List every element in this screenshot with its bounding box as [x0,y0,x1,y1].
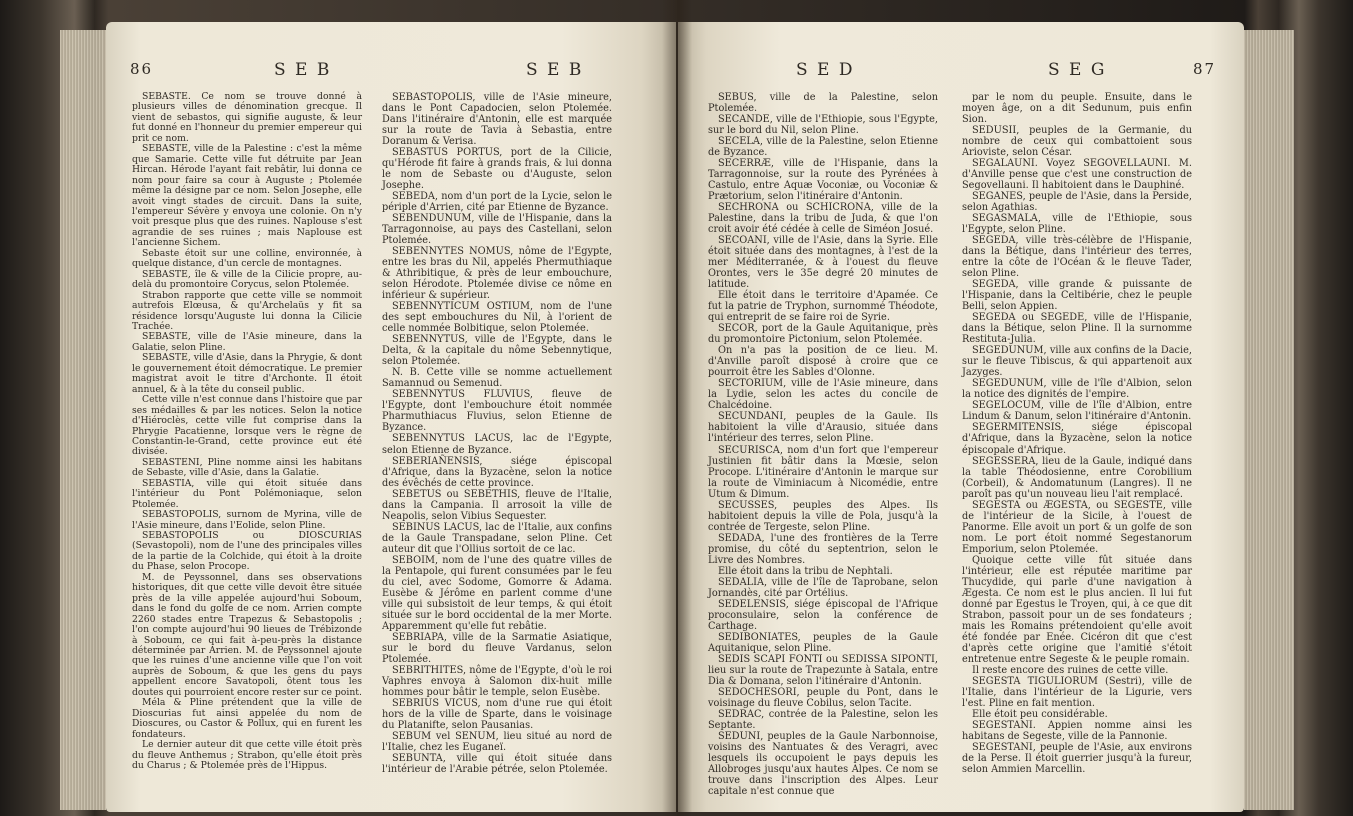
dictionary-entry: SEGEDA ou SEGEDE, ville de l'Hispanie, dans la Bétique, selon Pline. Il la surnomme Restituta-Julia. [962,312,1192,346]
dictionary-entry: SEGALAUNI. Voyez SEGOVELLAUNI. M. d'Anville pense que c'est une construction de Segovellauni. Il habitoient dans le Dauphiné. [962,158,1192,192]
dictionary-entry: M. de Peyssonnel, dans ses observations historiques, dit que cette ville devoit être située près de la ville appelée aujourd'hui Soboum, dans le fond du golfe de ce nom. Arrien compte 2260 stades entre Trapezus & Sebastopolis ; l'on compte aujourd'hui 90 lieues de Trébizonde à Soboum, ce qui fait à-peu-près la distance déterminée par Arrien. M. de Peyssonnel ajoute que les ruines d'une ancienne ville que l'on voit auprès de Soboum, & que les gens du pays appellent encore Savatopoli, ôtent tous les doutes qui pourroient encore rester sur ce point. [132,571,362,698]
dictionary-entry: SEBRIAPA, ville de la Sarmatie Asiatique, sur le bord du fleuve Vardanus, selon Ptolemée. [382,631,612,665]
dictionary-entry: SECANDE, ville de l'Ethiopie, sous l'Egypte, sur le bord du Nil, selon Pline. [708,114,938,137]
dictionary-entry: SEBINUS LACUS, lac de l'Italie, aux confins de la Gaule Transpadane, selon Pline. Cet auteur dit que l'Ollius sortoit de ce lac. [382,521,612,555]
dictionary-entry: SEBASTOPOLIS ou DIOSCURIAS (Sevastopoli), nom de l'une des principales villes de la partie de la Colchide, qui étoit à la droite du Phase, selon Procope. [132,530,362,573]
dictionary-entry: SEGESTANI. Appien nomme ainsi les habitans de Segeste, ville de la Pannonie. [962,719,1192,742]
dictionary-entry: SEBASTOPOLIS, surnom de Myrina, ville de l'Asie mineure, dans l'Eolide, selon Pline. [132,509,362,531]
dictionary-entry: Quoique cette ville fût située dans l'intérieur, elle est réputée maritime par Thucydide, qui parle d'une navigation à Ægesta. Ce nom est le plus ancien. Il lui fut donné par Egestus le Troyen, qui, à ce que dit Strabon, passoit pour un de ses fondateurs ; mais les Romains prétendoient qu'elle avoit été fondée par Enée. Cicéron dit que c'est d'après cette origine que l'amitié s'étoit entretenue entre Segeste & le peuple romain. [962,554,1192,665]
dictionary-entry: SEBERIAÑENSIS, siége épiscopal d'Afrique, dans la Byzacène, selon la notice des évêchés de cette province. [382,455,612,489]
right-headword-col1: S E D [796,60,855,80]
dictionary-entry: SEBASTE, ville de la Palestine : c'est la même que Samarie. Cette ville fut détruite par Jean Hircan. Hérode l'ayant fait rebâtir, lui donna ce nom pour faire sa cour à Auguste ; Ptolemée même la désigne par ce nom. Selon Josephe, elle avoit vingt stades de circuit. Dans la suite, l'empereur Sévère y envoya une colonie. On n'y voit presque plus que des ruines. Naplouse s'est agrandie de ses ruines ; mais Naplouse est l'ancienne Sichem. [132,143,362,249]
left-column-1 [132,92,362,771]
dictionary-entry: SEBRITHITES, nôme de l'Egypte, d'où le roi Vaphres envoya à Salomon dix-huit mille hommes pour bâtir le temple, selon Eusèbe. [382,664,612,698]
left-page-edges [60,30,106,810]
dictionary-entry: SEGESTANI, peuple de l'Asie, aux environs de la Perse. Il étoit guerrier jusqu'à la fureur, selon Ammien Marcellin. [962,741,1192,775]
dictionary-entry: SEBENNYTUS FLUVIUS, fleuve de l'Egypte, dont l'embouchure étoit nommée Pharmuthiacus Fluvius, selon Etienne de Byzance. [382,389,612,434]
right-column-1 [708,92,938,797]
dictionary-entry: SEBUNTA, ville qui étoit située dans l'intérieur de l'Arabie pétrée, selon Ptolemée. [382,752,612,775]
dictionary-entry: SECOANI, ville de l'Asie, dans la Syrie. Elle étoit située dans des montagnes, à l'est de la mer Méditerranée, & à l'ouest du fleuve Orontes, vers le 35e degré 20 minutes de latitude. [708,235,938,291]
dictionary-entry: N. B. Cette ville se nomme actuellement Samannud ou Semenud. [382,367,612,390]
dictionary-entry: SECURISCA, nom d'un fort que l'empereur Justinien fit bâtir dans la Mœsie, selon Procope. L'itinéraire d'Antonin le marque sur la route de Viminiacum à Nicomédie, entre Utum & Dimum. [708,444,938,500]
dictionary-entry: On n'a pas la position de ce lieu. M. d'Anville paroît disposé à croire que ce pourroit être les Sables d'Olonne. [708,345,938,379]
dictionary-entry: SEBENNYTICUM OSTIUM, nom de l'une des sept embouchures du Nil, à l'orient de celle nommée Bolbitique, selon Ptolemée. [382,301,612,335]
dictionary-entry: SEBASTE, île & ville de la Cilicie propre, au-delà du promontoire Corycus, selon Ptolemée. [132,268,362,291]
dictionary-entry: Il reste encore des ruines de cette ville. [972,664,1169,676]
dictionary-entry: SEBASTOPOLIS, ville de l'Asie mineure, dans le Pont Capadocien, selon Ptolemée. Dans l'itinéraire d'Antonin, elle est marquée sur la route de Tavia à Sebastia, entre Doranum & Verisa. [382,92,612,148]
dictionary-entry: SEBOIM, nom de l'une des quatre villes de la Pentapole, qui furent consumées par le feu du ciel, avec Sodome, Gomorre & Adama. Eusèbe & Jérôme en parlent comme d'une ville qui subsistoit de leur temps, & qui étoit située sur le bord occidental de la mer Morte. Apparemment qu'elle fut rebâtie. [382,554,612,632]
book-gutter [662,0,692,816]
left-headword-col1: S E B [274,60,332,80]
right-headword-col2: S E G [1048,60,1107,80]
right-page [678,22,1244,812]
dictionary-entry: SEDOCHESORI, peuple du Pont, dans le voisinage du fleuve Cobilus, selon Tacite. [708,686,938,709]
dictionary-entry: SEBASTE. Ce nom se trouve donné à plusieurs villes de dénomination grecque. Il vient de sebastos, qui signifie auguste, & leur fut donné en l'honneur du premier empereur qui prit ce nom. [132,91,362,144]
dictionary-entry: SEBUS, ville de la Palestine, selon Ptolemée. [708,92,938,115]
dictionary-entry: SEDRAC, contrée de la Palestine, selon les Septante. [708,708,938,731]
dictionary-entry: SEBENNYTUS LACUS, lac de l'Egypte, selon Etienne de Byzance. [382,433,612,456]
dictionary-entry: SEGERMITENSIS, siége épiscopal d'Afrique, dans la Byzacène, selon la notice épiscopale d'Afrique. [962,422,1192,456]
dictionary-entry: SECOR, port de la Gaule Aquitanique, près du promontoire Pictonium, selon Ptolemée. [708,323,938,346]
dictionary-entry: SEBASTIA, ville qui étoit située dans l'intérieur du Pont Polémoniaque, selon Ptolemée. [132,477,362,510]
dictionary-entry: Elle étoit dans le territoire d'Apamée. Ce fut la patrie de Tryphon, surnommé Théodote, qui entreprit de se faire roi de Syrie. [708,290,938,324]
dictionary-entry: SEGEDUNUM, ville aux confins de la Dacie, sur le fleuve Tibiscus, & qui appartenoit aux Jazyges. [962,345,1192,379]
dictionary-entry: SEBEDA, nom d'un port de la Lycie, selon le périple d'Arrien, cité par Etienne de Byzance. [382,191,612,214]
dictionary-entry: Elle étoit peu considérable. [972,708,1108,720]
right-page-edges [1244,30,1294,810]
dictionary-entry: SEDUNI, peuples de la Gaule Narbonnoise, voisins des Nantuates & des Veragri, avec lesquels ils occupoient le pays depuis les Allobroges jusqu'aux hautes Alpes. Ce nom se trouve dans l'inscription des Alpes. Leur capitale n'est connue que [708,730,938,797]
right-running-head [678,60,1244,84]
dictionary-entry: SEDIS SCAPI FONTI ou SEDISSA SIPONTI, lieu sur la route de Trapezunte à Satala, entre Dia & Domana, selon l'itinéraire d'Antonin. [708,653,938,687]
dictionary-entry: SEBASTENI, Pline nomme ainsi les habitans de Sebaste, ville d'Asie, dans la Galatie. [132,456,362,479]
dictionary-entry: SEBENDUNUM, ville de l'Hispanie, dans la Tarragonnoise, au pays des Castellani, selon Ptolemée. [382,213,612,247]
dictionary-entry: SEGESTA ou ÆGESTA, ou SEGESTE, ville de l'intérieur de la Sicile, à l'ouest de Panorme. Elle avoit un port & un golfe de son nom. Le port étoit nommé Segestanorum Emporium, selon Ptolemée. [962,499,1192,555]
left-page-number: 86 [130,60,154,78]
dictionary-entry: SEDIBONIATES, peuples de la Gaule Aquitanique, selon Pline. [708,631,938,654]
dictionary-entry: SECUSSES, peuples des Alpes. Ils habitoient depuis la ville de Pola, jusqu'à la contrée de Tergeste, selon Pline. [708,499,938,533]
dictionary-entry: SEGANES, peuple de l'Asie, dans la Perside, selon Agathias. [962,191,1192,214]
dictionary-entry: par le nom du peuple. Ensuite, dans le moyen âge, on a dit Sedunum, puis enfin Sion. [962,92,1192,126]
right-column-2 [962,92,1192,775]
dictionary-entry: SECUNDANI, peuples de la Gaule. Ils habitoient la ville d'Arausio, située dans l'intérieur des terres, selon Pline. [708,411,938,445]
left-headword-col2: S E B [526,60,584,80]
dictionary-entry: SEGASMALA, ville de l'Ethiopie, sous l'Egypte, selon Pline. [962,213,1192,236]
dictionary-entry: Strabon rapporte que cette ville se nommoit autrefois Elœusa, & qu'Archelaüs y fit sa résidence lorsqu'Auguste lui donna la Cilicie Trachée. [132,289,362,332]
dictionary-entry: SEGESTA TIGULIORUM (Sestri), ville de l'Italie, dans l'intérieur de la Ligurie, vers l'est. Pline en fait mention. [962,675,1192,709]
dictionary-entry: Méla & Pline prétendent que la ville de Dioscurias fut ainsi appelée du nom de Dioscures, ou Castor & Pollux, qui en furent les fondateurs. [132,697,362,740]
left-page [106,22,676,812]
dictionary-entry: SEGELOCUM, ville de l'île d'Albion, entre Lindum & Danum, selon l'itinéraire d'Antonin. [962,400,1192,423]
dictionary-entry: Le dernier auteur dit que cette ville étoit près du fleuve Anthemus ; Strabon, qu'elle étoit près du Charus ; & Ptolemée près de l'Hippus. [132,739,362,771]
dictionary-entry: SEBENNYTES NOMUS, nôme de l'Egypte, entre les bras du Nil, appelés Phermuthiaque & Athribitique, & près de leur embouchure, selon Hérodote. Ptolemée divise ce nôme en inférieur & supérieur. [382,246,612,302]
dictionary-entry: SECELA, ville de la Palestine, selon Etienne de Byzance. [708,136,938,159]
dictionary-entry: SEBUM vel SENUM, lieu situé au nord de l'Italie, chez les Euganeï. [382,730,612,753]
dictionary-entry: SEGEDA, ville grande & puissante de l'Hispanie, dans la Celtibérie, chez le peuple Belli, selon Appien. [962,279,1192,313]
dictionary-entry: SEBETUS ou SEBETHIS, fleuve de l'Italie, dans la Campania. Il arrosoit la ville de Neapolis, selon Vibius Sequester. [382,488,612,522]
dictionary-entry: SEDADA, l'une des frontières de la Terre promise, du côté du septentrion, selon le Livre des Nombres. [708,532,938,566]
dictionary-entry: Elle étoit dans la tribu de Nephtali. [718,565,893,577]
dictionary-entry: SEGEDUNUM, ville de l'île d'Albion, selon la notice des dignités de l'empire. [962,378,1192,401]
dictionary-entry: SECTORIUM, ville de l'Asie mineure, dans la Lydie, selon les actes du concile de Chalcédoine. [708,378,938,412]
dictionary-entry: SECHRONA ou SCHICRONA, ville de la Palestine, dans la tribu de Juda, & que l'on croit avoir été cédée à celle de Siméon Josué. [708,202,938,236]
dictionary-entry: Sebaste étoit sur une colline, environnée, à quelque distance, d'un cercle de montagnes. [132,247,362,270]
dictionary-entry: SEBASTE, ville d'Asie, dans la Phrygie, & dont le gouvernement étoit démocratique. Le premier magistrat avoit le titre d'Archonte. Il étoit annuel, & à la tête du conseil public. [132,352,362,395]
dictionary-entry: SEGEDA, ville très-célèbre de l'Hispanie, dans la Bétique, dans l'intérieur des terres, entre la côte de l'Océan & le fleuve Tader, selon Pline. [962,235,1192,280]
dictionary-entry: SEDUSII, peuples de la Germanie, du nombre de ceux qui combattoient sous Arioviste, selon César. [962,125,1192,159]
dictionary-entry: SEBRIUS VICUS, nom d'une rue qui étoit hors de la ville de Sparte, dans le voisinage du Platanifte, selon Pausanias. [382,697,612,731]
left-running-head [106,60,676,84]
dictionary-entry: SECERRÆ, ville de l'Hispanie, dans la Tarragonnoise, sur la route des Pyrénées à Castulo, entre Aquæ Voconiæ, ou Voconiæ & Prætorium, selon l'itinéraire d'Antonin. [708,158,938,203]
dictionary-entry: Cette ville n'est connue dans l'histoire que par ses médailles & par les notices. Selon la notice d'Hiéroclès, cette ville fut comprise dans la Phrygie Pacatienne, lorsque vers le règne de Constantin-le-Grand, cette province eut été divisée. [132,394,362,458]
dictionary-entry: SEBENNYTUS, ville de l'Egypte, dans le Delta, & la capitale du nôme Sebennytique, selon Ptolemée. [382,334,612,368]
dictionary-entry: SEBASTE, ville de l'Asie mineure, dans la Galatie, selon Pline. [132,331,362,353]
dictionary-entry: SEDELENSIS, siége épiscopal de l'Afrique proconsulaire, selon la conférence de Carthage. [708,598,938,632]
dictionary-entry: SEBASTUS PORTUS, port de la Cilicie, qu'Hérode fit faire à grands frais, & lui donna le nom de Sebaste ou d'Auguste, selon Josephe. [382,147,612,192]
dictionary-entry: SEGESSERA, lieu de la Gaule, indiqué dans la table Théodosienne, entre Corobilium (Corbeil), & Andomatunum (Langres). Il ne paroît pas qu'un nouveau lieu l'ait remplacé. [962,455,1192,500]
dictionary-entry: SEDALIA, ville de l'île de Taprobane, selon Jornandès, cité par Ortélius. [708,576,938,599]
right-page-number: 87 [1193,60,1217,78]
left-column-2 [382,92,612,775]
